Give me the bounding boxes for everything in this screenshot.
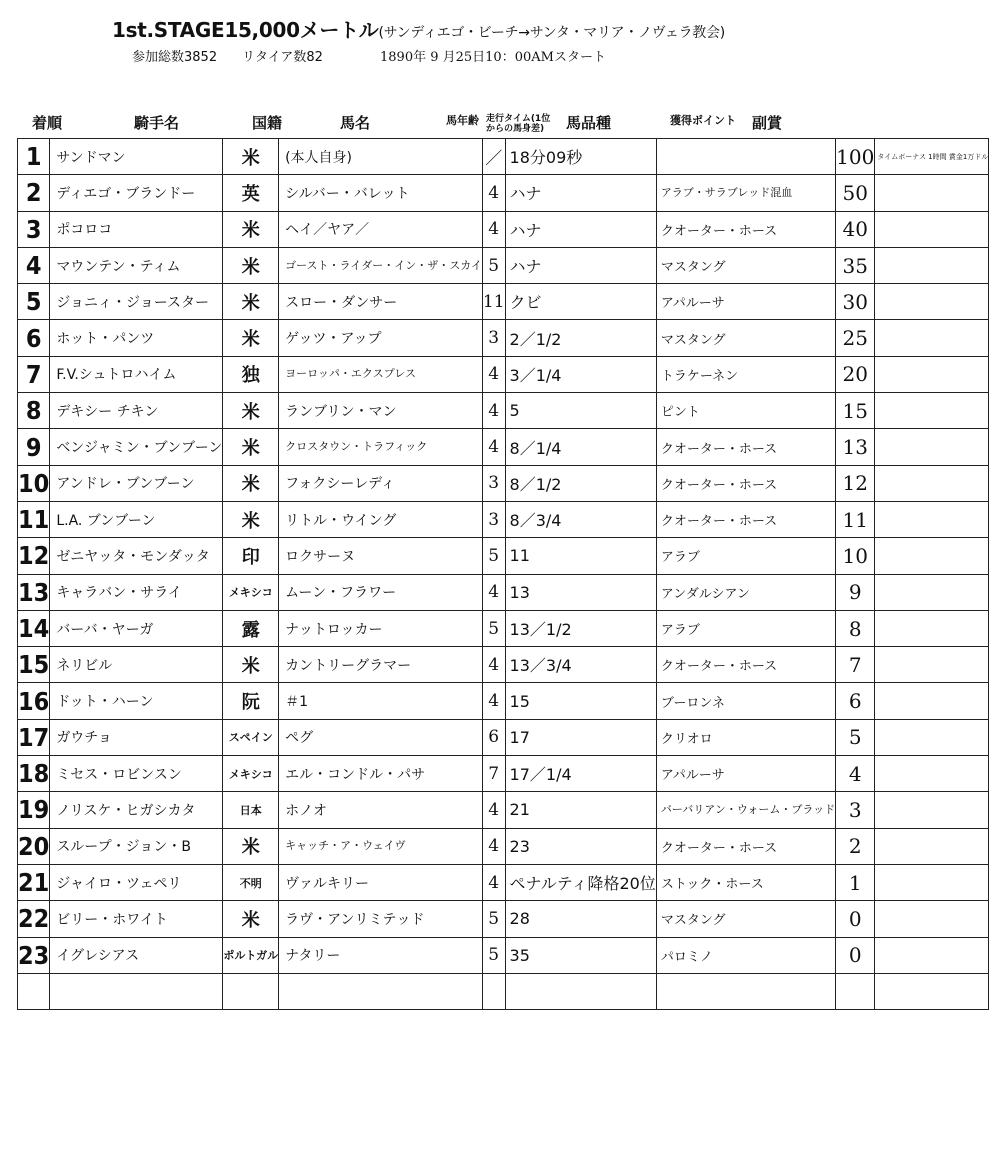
empty-cell xyxy=(223,973,279,1009)
prize-cell xyxy=(875,393,989,429)
col-header-prize: 副賞 xyxy=(752,114,783,132)
nation-cell: 米 xyxy=(223,828,279,864)
nation-cell: 米 xyxy=(223,465,279,501)
prize-cell xyxy=(875,574,989,610)
points-cell: 10 xyxy=(836,538,875,574)
table-row xyxy=(18,393,989,429)
table-row xyxy=(18,247,989,283)
time-cell: 17／1/4 xyxy=(505,756,656,792)
breed-cell: マスタング xyxy=(656,901,835,937)
points-cell: 3 xyxy=(836,792,875,828)
age-cell: 4 xyxy=(482,828,505,864)
breed-cell: クリオロ xyxy=(656,719,835,755)
empty-cell xyxy=(875,973,989,1009)
breed-cell: アラブ・サラブレッド混血 xyxy=(656,175,835,211)
age-cell: 6 xyxy=(482,719,505,755)
col-header-jockey: 騎手名 xyxy=(134,114,180,132)
breed-cell: マスタング xyxy=(656,320,835,356)
rank-cell: 8 xyxy=(18,393,50,429)
table-row xyxy=(18,792,989,828)
time-cell: ペナルティ降格20位 xyxy=(505,864,656,900)
breed-cell: アンダルシアン xyxy=(656,574,835,610)
horse-cell: ペグ xyxy=(279,719,483,755)
rank-cell: 4 xyxy=(18,247,50,283)
nation-cell: スペイン xyxy=(223,719,279,755)
nation-cell: 米 xyxy=(223,139,279,175)
table-row xyxy=(18,719,989,755)
nation-cell: 米 xyxy=(223,501,279,537)
stage-title-main: 1st.STAGE15,000メートル xyxy=(112,18,379,42)
start-time: 1890年 9 月25日10：00AMスタート xyxy=(380,50,606,65)
points-cell: 9 xyxy=(836,574,875,610)
age-cell: 5 xyxy=(482,538,505,574)
jockey-cell: ディエゴ・ブランドー xyxy=(50,175,223,211)
breed-cell: クオーター・ホース xyxy=(656,647,835,683)
nation-cell: 米 xyxy=(223,284,279,320)
prize-cell xyxy=(875,501,989,537)
breed-cell: クオーター・ホース xyxy=(656,828,835,864)
table-row xyxy=(18,501,989,537)
prize-cell xyxy=(875,683,989,719)
points-cell: 50 xyxy=(836,175,875,211)
points-cell: 35 xyxy=(836,247,875,283)
jockey-cell: ベンジャミン・ブンブーン xyxy=(50,429,223,465)
age-cell: 4 xyxy=(482,647,505,683)
empty-cell xyxy=(18,973,50,1009)
rank-cell: 10 xyxy=(18,465,50,501)
nation-cell: 露 xyxy=(223,610,279,646)
col-header-rank: 着順 xyxy=(32,114,63,132)
age-cell: 5 xyxy=(482,901,505,937)
prize-cell xyxy=(875,247,989,283)
horse-cell: (本人自身) xyxy=(279,139,483,175)
participants-count: 参加総数3852 xyxy=(132,50,218,65)
col-header-nation: 国籍 xyxy=(252,114,283,132)
rank-cell: 20 xyxy=(18,828,50,864)
jockey-cell: ネリビル xyxy=(50,647,223,683)
prize-cell: タイムボーナス 1時間 賞金1万ドル xyxy=(875,139,989,175)
breed-cell: ピント xyxy=(656,393,835,429)
empty-cell xyxy=(50,973,223,1009)
age-cell: 4 xyxy=(482,175,505,211)
prize-cell xyxy=(875,320,989,356)
col-header-age: 馬年齢 xyxy=(446,114,479,127)
time-cell: 8／1/4 xyxy=(505,429,656,465)
nation-cell: 米 xyxy=(223,320,279,356)
table-row xyxy=(18,828,989,864)
horse-cell: ナタリー xyxy=(279,937,483,973)
points-cell: 12 xyxy=(836,465,875,501)
points-cell: 0 xyxy=(836,937,875,973)
prize-cell xyxy=(875,756,989,792)
age-cell: 5 xyxy=(482,247,505,283)
age-cell: 4 xyxy=(482,429,505,465)
table-row xyxy=(18,756,989,792)
points-cell: 1 xyxy=(836,864,875,900)
table-row xyxy=(18,429,989,465)
breed-cell: ストック・ホース xyxy=(656,864,835,900)
prize-cell xyxy=(875,356,989,392)
nation-cell: 独 xyxy=(223,356,279,392)
col-header-time: 走行タイム(1位からの馬身差) xyxy=(486,114,551,134)
age-cell: 11 xyxy=(482,284,505,320)
table-row xyxy=(18,647,989,683)
table-row xyxy=(18,211,989,247)
jockey-cell: デキシー チキン xyxy=(50,393,223,429)
age-cell: 4 xyxy=(482,356,505,392)
rank-cell: 18 xyxy=(18,756,50,792)
time-cell: 21 xyxy=(505,792,656,828)
time-cell: 18分09秒 xyxy=(505,139,656,175)
nation-cell: ポルトガル xyxy=(223,937,279,973)
points-cell: 5 xyxy=(836,719,875,755)
nation-cell: メキシコ xyxy=(223,574,279,610)
rank-cell: 1 xyxy=(18,139,50,175)
age-cell: 7 xyxy=(482,756,505,792)
rank-cell: 21 xyxy=(18,864,50,900)
time-cell: ハナ xyxy=(505,175,656,211)
jockey-cell: ビリー・ホワイト xyxy=(50,901,223,937)
nation-cell: 米 xyxy=(223,901,279,937)
age-cell: ／ xyxy=(482,139,505,175)
points-cell: 6 xyxy=(836,683,875,719)
time-cell: 23 xyxy=(505,828,656,864)
time-cell: 28 xyxy=(505,901,656,937)
horse-cell: リトル・ウイング xyxy=(279,501,483,537)
jockey-cell: L.A. ブンブーン xyxy=(50,501,223,537)
nation-cell: 阮 xyxy=(223,683,279,719)
jockey-cell: ジョニィ・ジョースター xyxy=(50,284,223,320)
table-row xyxy=(18,937,989,973)
breed-cell: クオーター・ホース xyxy=(656,211,835,247)
empty-cell xyxy=(279,973,483,1009)
horse-cell: ホノオ xyxy=(279,792,483,828)
jockey-cell: マウンテン・ティム xyxy=(50,247,223,283)
age-cell: 5 xyxy=(482,937,505,973)
retired-count: リタイア数82 xyxy=(242,50,323,65)
table-row xyxy=(18,284,989,320)
horse-cell: スロー・ダンサー xyxy=(279,284,483,320)
breed-cell: マスタング xyxy=(656,247,835,283)
prize-cell xyxy=(875,429,989,465)
jockey-cell: ポコロコ xyxy=(50,211,223,247)
breed-cell: ブーロンネ xyxy=(656,683,835,719)
horse-cell: キャッチ・ア・ウェイヴ xyxy=(279,828,483,864)
age-cell: 4 xyxy=(482,574,505,610)
nation-cell: 米 xyxy=(223,247,279,283)
rank-cell: 12 xyxy=(18,538,50,574)
horse-cell: シルバー・バレット xyxy=(279,175,483,211)
points-cell: 0 xyxy=(836,901,875,937)
horse-cell: ＃1 xyxy=(279,683,483,719)
prize-cell xyxy=(875,937,989,973)
breed-cell: クオーター・ホース xyxy=(656,501,835,537)
rank-cell: 16 xyxy=(18,683,50,719)
table-row xyxy=(18,538,989,574)
table-row-empty xyxy=(18,973,989,1009)
rank-cell: 7 xyxy=(18,356,50,392)
rank-cell: 11 xyxy=(18,501,50,537)
horse-cell: ラヴ・アンリミテッド xyxy=(279,901,483,937)
age-cell: 3 xyxy=(482,320,505,356)
points-cell: 8 xyxy=(836,610,875,646)
points-cell: 20 xyxy=(836,356,875,392)
table-row xyxy=(18,864,989,900)
prize-cell xyxy=(875,538,989,574)
time-cell: 15 xyxy=(505,683,656,719)
prize-cell xyxy=(875,647,989,683)
jockey-cell: ゼニヤッタ・モンダッタ xyxy=(50,538,223,574)
age-cell: 4 xyxy=(482,864,505,900)
nation-cell: 米 xyxy=(223,647,279,683)
prize-cell xyxy=(875,901,989,937)
prize-cell xyxy=(875,610,989,646)
breed-cell: トラケーネン xyxy=(656,356,835,392)
jockey-cell: ホット・パンツ xyxy=(50,320,223,356)
rank-cell: 14 xyxy=(18,610,50,646)
table-row xyxy=(18,610,989,646)
empty-cell xyxy=(482,973,505,1009)
prize-cell xyxy=(875,792,989,828)
time-cell: 17 xyxy=(505,719,656,755)
table-row xyxy=(18,574,989,610)
rank-cell: 22 xyxy=(18,901,50,937)
breed-cell xyxy=(656,139,835,175)
nation-cell: 印 xyxy=(223,538,279,574)
rank-cell: 15 xyxy=(18,647,50,683)
empty-cell xyxy=(505,973,656,1009)
time-cell: クビ xyxy=(505,284,656,320)
time-cell: 2／1/2 xyxy=(505,320,656,356)
horse-cell: ロクサーヌ xyxy=(279,538,483,574)
age-cell: 4 xyxy=(482,211,505,247)
jockey-cell: ジャイロ・ツェペリ xyxy=(50,864,223,900)
table-row xyxy=(18,683,989,719)
points-cell: 100 xyxy=(836,139,875,175)
age-cell: 5 xyxy=(482,610,505,646)
age-cell: 3 xyxy=(482,501,505,537)
age-cell: 4 xyxy=(482,393,505,429)
prize-cell xyxy=(875,864,989,900)
jockey-cell: アンドレ・ブンブーン xyxy=(50,465,223,501)
rank-cell: 23 xyxy=(18,937,50,973)
horse-cell: ランブリン・マン xyxy=(279,393,483,429)
horse-cell: カントリーグラマー xyxy=(279,647,483,683)
rank-cell: 2 xyxy=(18,175,50,211)
time-cell: 35 xyxy=(505,937,656,973)
table-row xyxy=(18,139,989,175)
rank-cell: 17 xyxy=(18,719,50,755)
time-cell: 13／3/4 xyxy=(505,647,656,683)
time-cell: ハナ xyxy=(505,211,656,247)
points-cell: 7 xyxy=(836,647,875,683)
time-cell: 3／1/4 xyxy=(505,356,656,392)
stage-title-route: (サンディエゴ・ビーチ→サンタ・マリア・ノヴェラ教会) xyxy=(378,25,725,41)
jockey-cell: F.V.シュトロハイム xyxy=(50,356,223,392)
breed-cell: アラブ xyxy=(656,538,835,574)
table-row xyxy=(18,356,989,392)
col-header-breed: 馬品種 xyxy=(566,114,612,132)
rank-cell: 3 xyxy=(18,211,50,247)
breed-cell: バーバリアン・ウォーム・ブラッド xyxy=(656,792,835,828)
empty-cell xyxy=(656,973,835,1009)
breed-cell: アパルーサ xyxy=(656,756,835,792)
prize-cell xyxy=(875,719,989,755)
jockey-cell: ノリスケ・ヒガシカタ xyxy=(50,792,223,828)
points-cell: 11 xyxy=(836,501,875,537)
horse-cell: ヨーロッパ・エクスプレス xyxy=(279,356,483,392)
points-cell: 2 xyxy=(836,828,875,864)
jockey-cell: ミセス・ロビンスン xyxy=(50,756,223,792)
breed-cell: アラブ xyxy=(656,610,835,646)
table-row xyxy=(18,901,989,937)
rank-cell: 9 xyxy=(18,429,50,465)
prize-cell xyxy=(875,284,989,320)
nation-cell: 米 xyxy=(223,429,279,465)
breed-cell: クオーター・ホース xyxy=(656,429,835,465)
nation-cell: 英 xyxy=(223,175,279,211)
nation-cell: 米 xyxy=(223,211,279,247)
horse-cell: ヴァルキリー xyxy=(279,864,483,900)
table-row xyxy=(18,175,989,211)
time-cell: 8／1/2 xyxy=(505,465,656,501)
breed-cell: クオーター・ホース xyxy=(656,465,835,501)
time-cell: 5 xyxy=(505,393,656,429)
age-cell: 4 xyxy=(482,683,505,719)
prize-cell xyxy=(875,211,989,247)
points-cell: 40 xyxy=(836,211,875,247)
jockey-cell: サンドマン xyxy=(50,139,223,175)
points-cell: 4 xyxy=(836,756,875,792)
nation-cell: 日本 xyxy=(223,792,279,828)
nation-cell: 米 xyxy=(223,393,279,429)
table-row xyxy=(18,320,989,356)
empty-cell xyxy=(836,973,875,1009)
rank-cell: 19 xyxy=(18,792,50,828)
horse-cell: ゴースト・ライダー・イン・ザ・スカイ xyxy=(279,247,483,283)
time-cell: 13 xyxy=(505,574,656,610)
horse-cell: ムーン・フラワー xyxy=(279,574,483,610)
results-table xyxy=(17,138,989,1010)
time-cell: 13／1/2 xyxy=(505,610,656,646)
age-cell: 4 xyxy=(482,792,505,828)
horse-cell: エル・コンドル・パサ xyxy=(279,756,483,792)
time-cell: ハナ xyxy=(505,247,656,283)
rank-cell: 6 xyxy=(18,320,50,356)
jockey-cell: ドット・ハーン xyxy=(50,683,223,719)
points-cell: 13 xyxy=(836,429,875,465)
time-cell: 11 xyxy=(505,538,656,574)
jockey-cell: イグレシアス xyxy=(50,937,223,973)
jockey-cell: ガウチョ xyxy=(50,719,223,755)
nation-cell: メキシコ xyxy=(223,756,279,792)
stage-title xyxy=(112,14,725,43)
breed-cell: パロミノ xyxy=(656,937,835,973)
time-cell: 8／3/4 xyxy=(505,501,656,537)
jockey-cell: スループ・ジョン・B xyxy=(50,828,223,864)
jockey-cell: キャラバン・サライ xyxy=(50,574,223,610)
col-header-horse: 馬名 xyxy=(340,114,371,132)
jockey-cell: バーバ・ヤーガ xyxy=(50,610,223,646)
col-header-points: 獲得ポイント xyxy=(670,114,736,127)
prize-cell xyxy=(875,465,989,501)
age-cell: 3 xyxy=(482,465,505,501)
rank-cell: 5 xyxy=(18,284,50,320)
points-cell: 15 xyxy=(836,393,875,429)
breed-cell: アパルーサ xyxy=(656,284,835,320)
horse-cell: フォクシーレディ xyxy=(279,465,483,501)
table-row xyxy=(18,465,989,501)
horse-cell: クロスタウン・トラフィック xyxy=(279,429,483,465)
rank-cell: 13 xyxy=(18,574,50,610)
horse-cell: ゲッツ・アップ xyxy=(279,320,483,356)
horse-cell: ナットロッカー xyxy=(279,610,483,646)
horse-cell: ヘイ／ヤア／ xyxy=(279,211,483,247)
prize-cell xyxy=(875,175,989,211)
points-cell: 30 xyxy=(836,284,875,320)
nation-cell: 不明 xyxy=(223,864,279,900)
points-cell: 25 xyxy=(836,320,875,356)
prize-cell xyxy=(875,828,989,864)
